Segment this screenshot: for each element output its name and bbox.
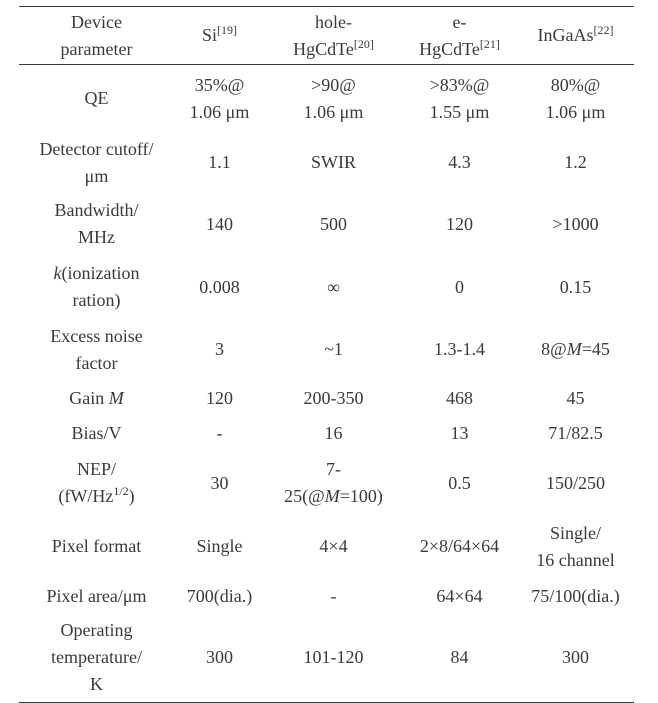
table-body [19,65,634,703]
nep-hole-line2-pre: 25(@ [284,486,325,506]
k-label-symbol: k [53,263,62,283]
k-label-line2: ration) [72,290,121,310]
qe-label: QE [84,88,109,109]
op-temp-label-line1: Operating [60,620,133,641]
pixel-format-ingaas-line1: Single/ [549,522,601,543]
pixel-format-label: Pixel format [51,536,142,556]
gain-label [19,381,174,416]
cutoff-e: 4.3 [448,152,471,172]
bandwidth-si: 140 [206,213,233,234]
qe-hole-line1: >90@ [311,74,356,95]
table-row-nep [19,452,634,515]
gain-label-pre: Gain [69,387,109,408]
cutoff-hole: SWIR [311,152,356,172]
header-e-ref: [21] [479,36,500,51]
op-temp-hole: 101-120 [303,647,364,668]
nep-label-line2: (fW/Hz [58,486,114,506]
header-ingaas-ref: [22] [593,22,614,37]
qe-ingaas [517,65,634,133]
bias-hole: 16 [324,423,343,443]
pixel-area-e: 64×64 [436,585,483,606]
nep-label-close: ) [128,486,135,506]
header-si [174,7,265,65]
header-hole-line1: hole- [315,11,352,32]
k-hole: ∞ [327,276,340,297]
k-e: 0 [455,276,464,297]
bias-si: - [216,423,223,443]
cutoff-label-line1: Detector cutoff/ [39,138,154,159]
qe-e-line1: >83%@ [429,74,490,95]
pixel-format-ingaas [517,515,634,579]
gain-ingaas: 45 [566,387,585,408]
bandwidth-label [19,193,174,256]
header-si-ref: [19] [217,22,237,37]
header-hole-hgcdte [265,7,402,65]
table-row-bias [19,416,634,452]
table-row-bandwidth [19,193,634,256]
excess-noise-ingaas-m: M [566,339,582,359]
table-header [19,7,634,65]
bandwidth-label-line2: MHz [78,227,115,247]
table-row-gain [19,381,634,416]
table-row-cutoff [19,133,634,193]
excess-noise-ingaas-pre: 8@ [541,339,567,359]
nep-label-sup: 1/2 [113,483,129,498]
bias-ingaas: 71/82.5 [548,423,603,443]
nep-si: 30 [210,472,229,493]
header-e-hgcdte [402,7,517,65]
table-row-operating-temperature [19,614,634,703]
table-row-k [19,256,634,319]
pixel-area-si: 700(dia.) [186,585,253,606]
device-parameter-table [19,6,634,703]
qe-si-line1: 35%@ [194,74,245,95]
pixel-area-hole: - [330,585,337,606]
bandwidth-e: 120 [446,213,473,234]
op-temp-e: 84 [450,647,469,668]
cutoff-ingaas: 1.2 [564,152,587,172]
table-row-pixel-format [19,515,634,579]
excess-noise-label-line1: Excess noise [50,325,143,346]
cutoff-label [19,133,174,193]
cutoff-si: 1.1 [208,152,231,172]
header-param-line1: Device [71,11,122,32]
table-row-excess-noise [19,319,634,381]
nep-hole-line2-post: =100) [339,486,383,506]
qe-si [174,65,265,133]
bandwidth-hole: 500 [320,213,347,234]
op-temp-label-line2: temperature/ [51,647,142,668]
nep-e: 0.5 [448,472,471,493]
header-e-line1: e- [452,11,467,32]
header-hole-line2: HgCdTe [293,38,354,59]
qe-e-line2: 1.55 μm [429,101,490,122]
header-device-parameter [19,7,174,65]
header-ingaas [517,7,634,65]
nep-hole-line1: 7- [326,459,341,479]
header-ingaas-label: InGaAs [537,25,594,45]
k-label-rest: (ionization [61,263,140,283]
header-row [19,7,634,65]
table-row-pixel-area [19,579,634,614]
k-si: 0.008 [199,276,240,297]
op-temp-si: 300 [206,647,233,668]
k-ingaas: 0.15 [559,276,592,297]
k-label [19,256,174,319]
header-param-line2: parameter [60,38,133,59]
header-e-line2: HgCdTe [419,38,480,59]
op-temp-label-line3: K [90,674,103,695]
pixel-area-ingaas: 75/100(dia.) [531,585,620,606]
qe-si-line2: 1.06 μm [189,101,250,122]
nep-hole [265,452,402,515]
nep-label [19,452,174,515]
excess-noise-label-line2: factor [75,352,118,373]
header-si-label: Si [201,25,217,45]
excess-noise-si: 3 [215,339,224,359]
pixel-format-hole: 4×4 [319,536,348,556]
table-row-qe [19,65,634,133]
gain-e: 468 [446,387,473,408]
nep-hole-line2-m: M [324,486,340,506]
bias-e: 13 [450,423,469,443]
excess-noise-e: 1.3-1.4 [434,339,485,359]
bandwidth-ingaas: >1000 [552,213,599,234]
gain-hole: 200-350 [303,387,364,408]
nep-ingaas: 150/250 [545,472,605,493]
excess-noise-ingaas [517,319,634,381]
qe-ingaas-line2: 1.06 μm [545,101,606,122]
header-hole-ref: [20] [353,36,374,51]
pixel-format-ingaas-line2: 16 channel [536,549,615,570]
excess-noise-hole: ~1 [324,339,343,359]
cutoff-label-line2: μm [84,165,109,186]
pixel-area-label: Pixel area/μm [46,585,147,606]
excess-noise-label [19,319,174,381]
pixel-format-e: 2×8/64×64 [419,536,500,556]
qe-hole [265,65,402,133]
op-temp-label [19,614,174,703]
op-temp-ingaas: 300 [562,647,589,668]
gain-si: 120 [206,387,233,408]
pixel-format-si: Single [196,536,243,556]
nep-label-line1: NEP/ [76,459,116,479]
qe-ingaas-line1: 80%@ [550,74,601,95]
qe-hole-line2: 1.06 μm [303,101,364,122]
excess-noise-ingaas-post: =45 [581,339,610,359]
qe-e [402,65,517,133]
gain-label-m: M [108,387,124,408]
bandwidth-label-line1: Bandwidth/ [54,200,139,220]
bias-label: Bias/V [71,423,122,443]
